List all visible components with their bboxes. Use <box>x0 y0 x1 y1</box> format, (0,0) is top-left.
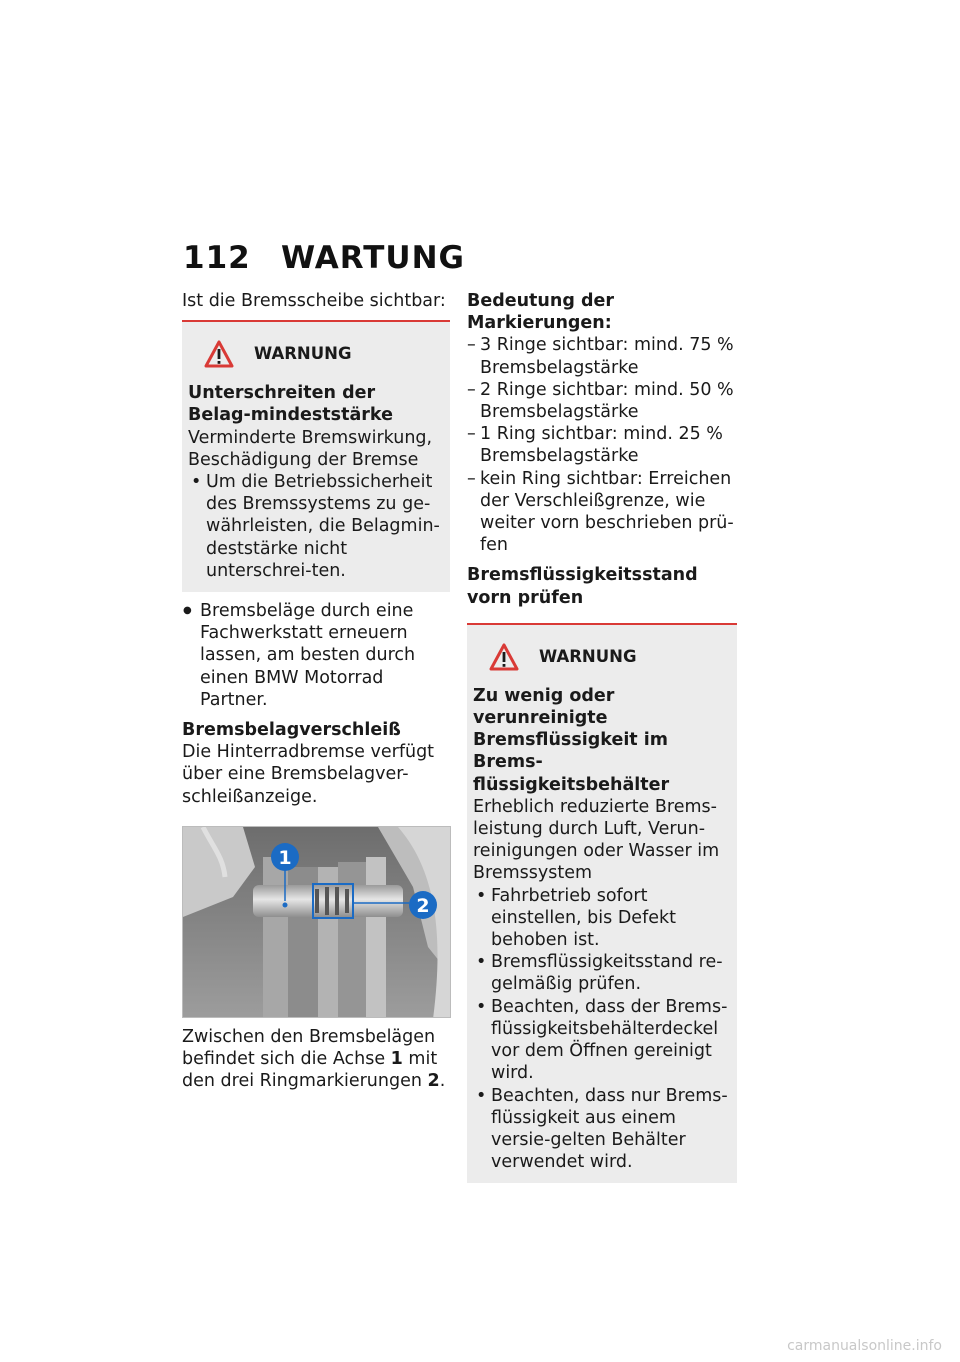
wear-text: Die Hinterradbremse verfügt über eine Bremsbelagver-schleißanzeige. <box>182 742 435 807</box>
warning-bullet-list <box>188 471 442 582</box>
fluid-heading: Bremsflüssigkeitsstand vorn prüfen <box>467 565 698 608</box>
markings-heading: Bedeutung der Markierungen: <box>467 291 614 334</box>
callout-2-label: 2 <box>416 894 430 917</box>
step-list <box>182 600 450 711</box>
intro-question: Ist die Bremsscheibe sichtbar: <box>182 291 446 311</box>
callout-1-label: 1 <box>278 846 292 869</box>
warning-label: WARNUNG <box>539 646 637 666</box>
marking-item: – 2 Ringe sichtbar: mind. 50 % Bremsbelagstärke <box>467 379 737 423</box>
wear-heading: Bremsbelagverschleiß <box>182 720 401 741</box>
warning-box-brake-fluid <box>467 623 737 1183</box>
footer-watermark: carmanualsonline.info <box>787 1338 942 1354</box>
warning-text: Verminderte Bremswirkung, Beschädigung der Bremse <box>188 427 433 470</box>
warning-bullet: • Fahrbetrieb sofort einstellen, bis Defekt behoben ist. <box>473 885 729 952</box>
page-number: 112 <box>183 240 251 276</box>
warning-heading: Unterschreiten der Belag-mindeststärke <box>188 383 393 426</box>
warning-title <box>489 643 729 671</box>
step-item: ● Bremsbeläge durch eine Fachwerkstatt erneuern lassen, am besten durch einen BMW Motorrad Partner. <box>182 600 450 711</box>
warning-bullet: • Beachten, dass nur Brems-flüssigkeit aus einem versie-gelten Behälter verwendet wird. <box>473 1085 729 1174</box>
right-column <box>467 290 737 1183</box>
warning-bullet-list <box>473 885 729 1174</box>
section-title: WARTUNG <box>281 240 465 276</box>
brake-pad-wear-figure <box>182 826 451 1018</box>
warning-heading: Zu wenig oder verunreinigte Bremsflüssigkeit im Brems-flüssigkeitsbehälter <box>473 685 670 795</box>
brake-caliper-image <box>183 827 451 1018</box>
figure-caption: Zwischen den Bremsbelägen befindet sich die Achse 1 mit den drei Ringmarkierungen 2. <box>182 1026 446 1092</box>
marking-item: – 3 Ringe sichtbar: mind. 75 % Bremsbelagstärke <box>467 334 737 378</box>
markings-list <box>467 334 737 556</box>
warning-bullet: • Beachten, dass der Brems-flüssigkeitsbehälterdeckel vor dem Öffnen gereinigt wird. <box>473 996 729 1085</box>
warning-triangle-icon <box>489 643 519 671</box>
warning-triangle-icon <box>204 340 234 368</box>
left-column <box>182 290 450 1092</box>
marking-item: – kein Ring sichtbar: Erreichen der Verschleißgrenze, wie weiter vorn beschrieben prü-fen <box>467 468 737 557</box>
warning-bullet: • Um die Betriebssicherheit des Bremssystems zu ge-währleisten, die Belagmin-deststärke nicht unterschrei-ten. <box>188 471 442 582</box>
page-header <box>183 236 743 284</box>
marking-item: – 1 Ring sichtbar: mind. 25 % Bremsbelagstärke <box>467 423 737 467</box>
warning-bullet: • Bremsflüssigkeitsstand re-gelmäßig prüfen. <box>473 951 729 995</box>
warning-box-pad-thickness <box>182 320 450 592</box>
warning-title <box>204 340 442 368</box>
warning-label: WARNUNG <box>254 344 352 364</box>
warning-text: Erheblich reduzierte Brems-leistung durch Luft, Verun-reinigungen oder Wasser im Bremssystem <box>473 796 720 884</box>
